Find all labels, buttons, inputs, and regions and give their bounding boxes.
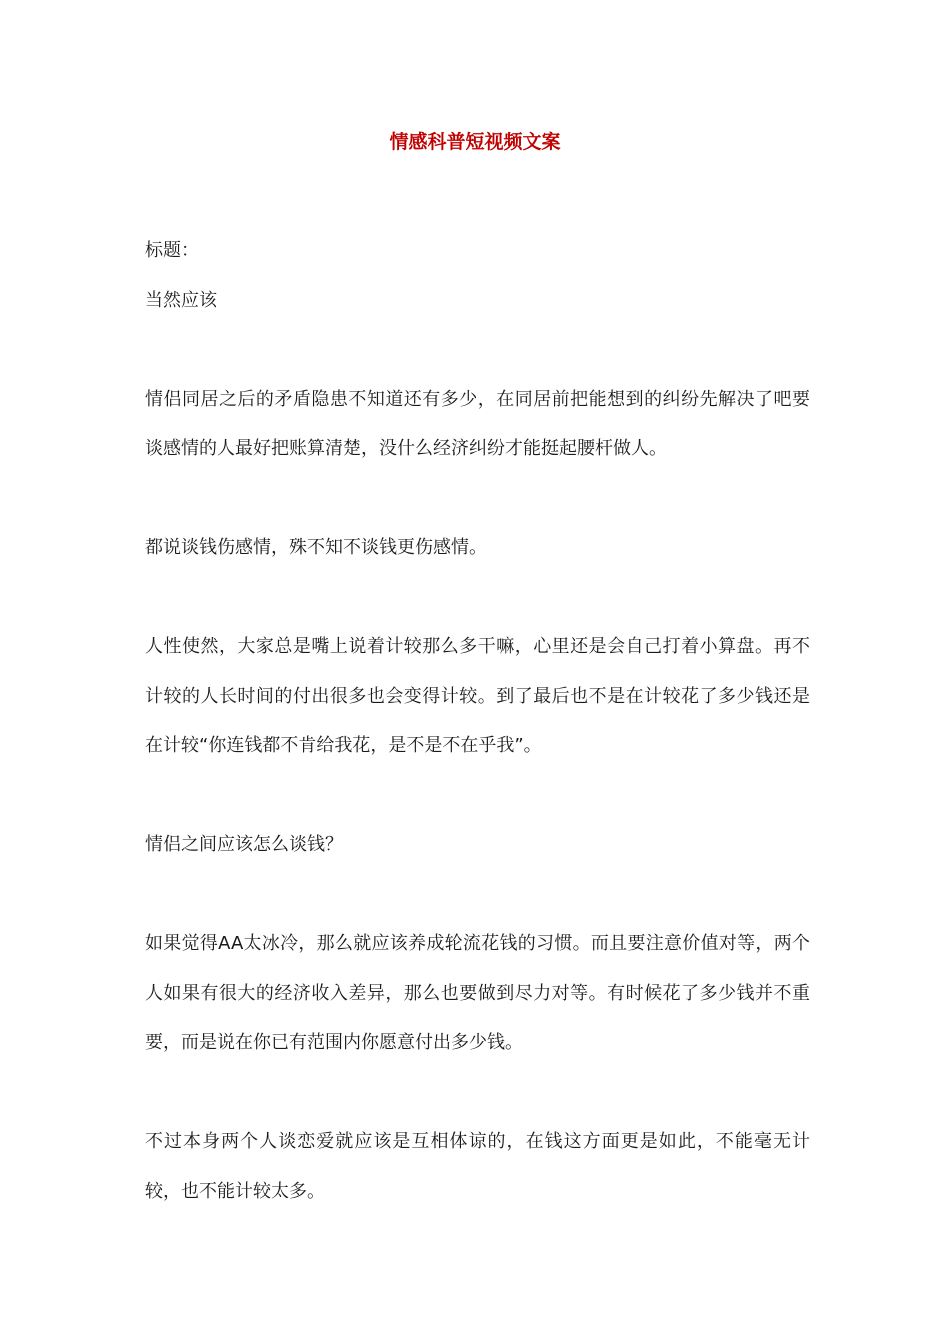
spacer — [145, 771, 810, 821]
spacer — [145, 325, 810, 375]
spacer — [145, 870, 810, 920]
paragraph-2: 都说谈钱伤感情，殊不知不谈钱更伤感情。 — [145, 537, 487, 558]
paragraph-4: 情侣之间应该怎么谈钱？ — [145, 834, 343, 855]
paragraph-6: 不过本身两个人谈恋爱就应该是互相体谅的，在钱这方面更是如此，不能毫无计较，也不能计较太多。 — [145, 1131, 810, 1202]
headline: 当然应该 — [145, 289, 217, 311]
spacer — [145, 474, 810, 524]
paragraph-5: 如果觉得AA太冰冷，那么就应该养成轮流花钱的习惯。而且要注意价值对等，两个人如果有很大的经济收入差异，那么也要做到尽力对等。有时候花了多少钱并不重要，而是说在你已有范围内你愿意付出多少钱。 — [145, 933, 810, 1053]
spacer — [145, 1068, 810, 1118]
paragraph-3: 人性使然，大家总是嘴上说着计较那么多干嘛，心里还是会自己打着小算盘。再不计较的人长时间的付出很多也会变得计较。到了最后也不是在计较花了多少钱还是在计较“你连钱都不肯给我花，是不是不在乎我”。 — [145, 636, 810, 756]
spacer — [145, 573, 810, 623]
document-body — [145, 226, 810, 1216]
title-label: 标题： — [145, 240, 199, 261]
paragraph-1: 情侣同居之后的矛盾隐患不知道还有多少，在同居前把能想到的纠纷先解决了吧要谈感情的人最好把账算清楚，没什么经济纠纷才能挺起腰杆做人。 — [145, 388, 810, 459]
document-title: 情感科普短视频文案 — [389, 131, 561, 153]
